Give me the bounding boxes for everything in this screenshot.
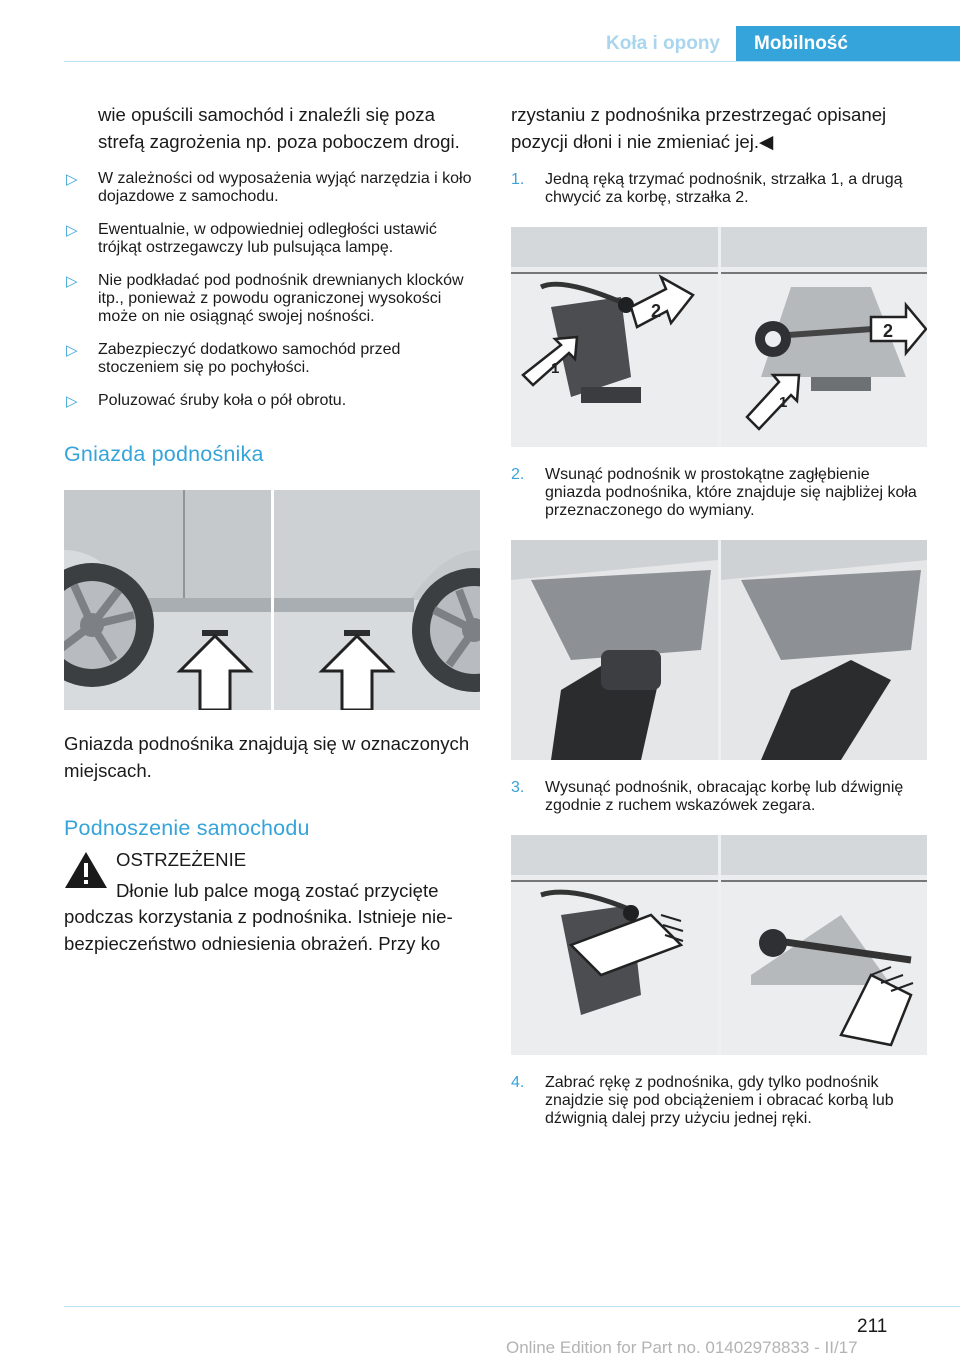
triangle-bullet-icon: ▷ bbox=[66, 171, 78, 188]
jack-holding-illustration bbox=[511, 227, 927, 447]
arrow-label-1: 1 bbox=[551, 360, 560, 377]
header-rule bbox=[64, 61, 960, 62]
triangle-bullet-icon: ▷ bbox=[66, 393, 78, 410]
bullet-item: ▷ W zależności od wyposażenia wyjąć narzędzia i koło dojazdowe z samochodu. bbox=[66, 170, 472, 205]
warning-triangle-icon bbox=[64, 851, 108, 889]
triangle-bullet-icon: ▷ bbox=[66, 273, 78, 290]
svg-text:2: 2 bbox=[883, 321, 894, 341]
jack-points-illustration bbox=[64, 490, 480, 710]
step-item: 4. Zabrać rękę z podnośnika, gdy tylko podnośnik znajdzie się pod obciążeniem i obracać korbą lub dźwignią dalej przy użyciu jednej ręki. bbox=[511, 1074, 894, 1127]
warning-continuation: rzystaniu z podnośnika przestrzegać opisanej pozycji dłoni i nie zmieniać jej.◀ bbox=[511, 104, 887, 152]
step-item: 2. Wsunąć podnośnik w prostokątne zagłębienie gniazda podnośnika, które znajduje się najbliżej koła przeznaczonego do wymiany. bbox=[511, 466, 917, 519]
step-item: 1. Jedną ręką trzymać podnośnik, strzałka 1, a drugą chwycić za korbę, strzałka 2. bbox=[511, 171, 903, 206]
chapter-tab: Mobilność bbox=[736, 26, 960, 62]
edition-note: Online Edition for Part no. 01402978833 - II/17 bbox=[506, 1338, 858, 1357]
warning-body-first: Dłonie lub palce mogą zostać przycięte bbox=[116, 879, 439, 901]
heading-jack-points: Gniazda podnośnika bbox=[64, 442, 264, 466]
bullet-item: ▷ Nie podkładać pod podnośnik drewnianych klocków itp., ponieważ z powodu ograniczonej wysokości może on nie osiągnąć swojej nośności. bbox=[66, 272, 464, 325]
footer-rule bbox=[64, 1306, 960, 1307]
left-column bbox=[64, 102, 482, 957]
triangle-bullet-icon: ▷ bbox=[66, 222, 78, 239]
section-tab: Koła i opony bbox=[606, 33, 720, 54]
jack-points-caption: Gniazda podnośnika znajdują się w oznaczonych miejscach. bbox=[64, 733, 470, 781]
warning-block bbox=[64, 847, 482, 904]
step-item: 3. Wysunąć podnośnik, obracając korbę lub dźwignię zgodnie z ruchem wskazówek zegara. bbox=[511, 779, 904, 814]
page-number: 211 bbox=[857, 1316, 888, 1337]
bullet-item: ▷ Poluzować śruby koła o pół obrotu. bbox=[66, 392, 347, 410]
svg-text:1: 1 bbox=[779, 394, 788, 411]
arrow-label-2: 2 bbox=[651, 301, 662, 321]
bullet-item: ▷ Ewentualnie, w odpowiedniej odległości ustawić trójkąt ostrzegawczy lub pulsująca lampę. bbox=[66, 221, 437, 256]
jack-insertion-illustration bbox=[511, 540, 927, 760]
bullet-item: ▷ Zabezpieczyć dodatkowo samochód przed stoczeniem się po pochyłości. bbox=[66, 341, 401, 376]
right-column bbox=[511, 102, 929, 1128]
warning-body: podczas korzystania z podnośnika. Istnieje niebezpieczeństwo odniesienia obrażeń. Przy ko bbox=[64, 906, 453, 954]
warning-title: OSTRZEŻENIE bbox=[116, 849, 247, 870]
jack-cranking-illustration bbox=[511, 835, 927, 1055]
heading-lifting-vehicle: Podnoszenie samochodu bbox=[64, 816, 310, 840]
intro-continuation: wie opuścili samochód i znaleźli się poza strefą zagrożenia np. poza poboczem drogi. bbox=[98, 104, 460, 152]
triangle-bullet-icon: ▷ bbox=[66, 342, 78, 359]
